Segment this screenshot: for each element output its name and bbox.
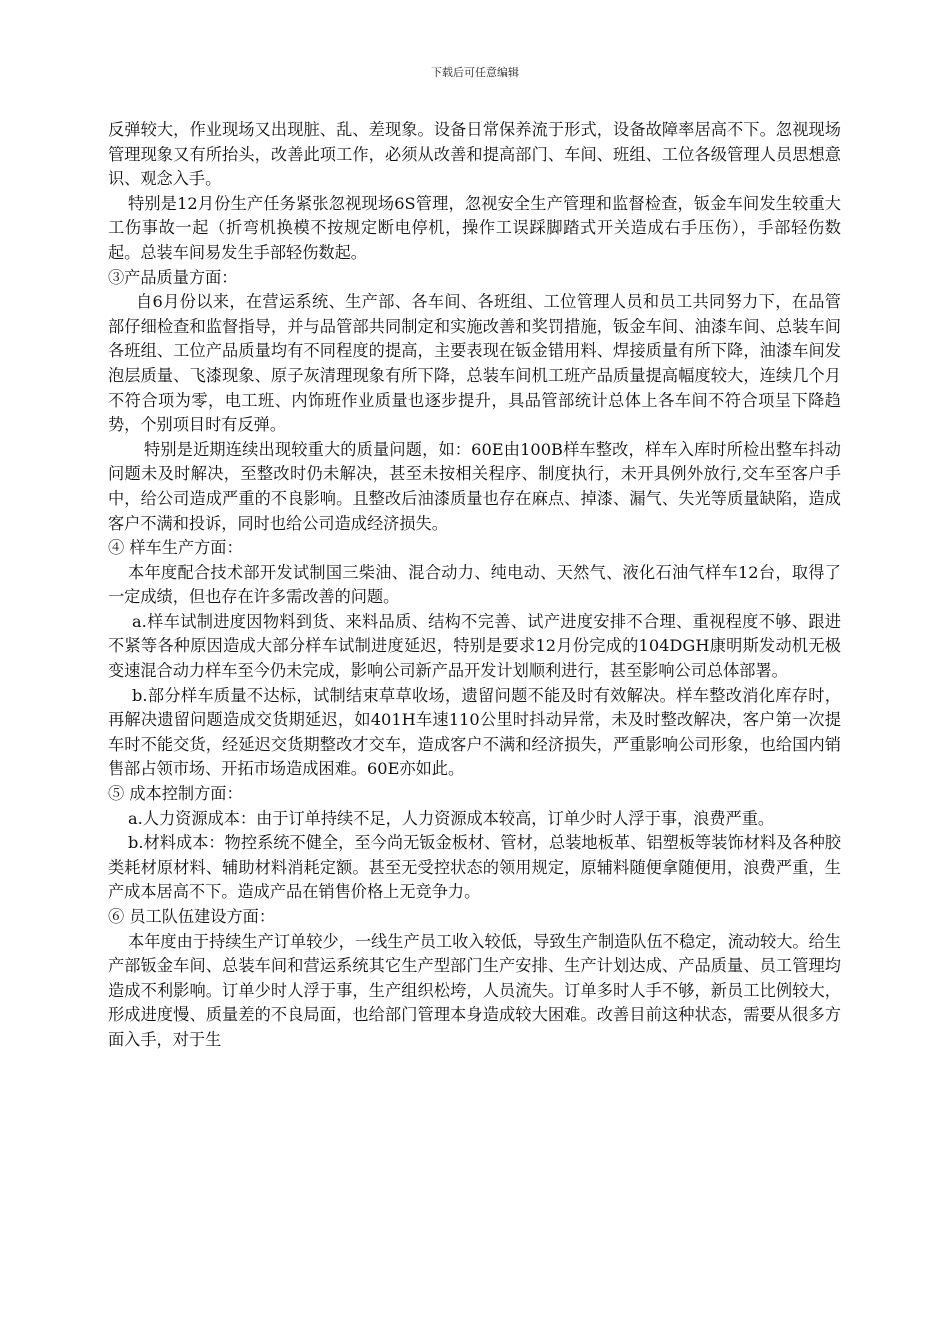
paragraph: a.样车试制进度因物料到货、来料品质、结构不完善、试产进度安排不合理、重视程度不够、跟进不紧等各种原因造成大部分样车试制进度延迟，特别是要求12月份完成的104DGH康明斯发动机无极变速混合动力样车至今仍未完成，影响公司新产品开发计划顺利进行，甚至影响公司总体部署。: [108, 611, 841, 681]
section-heading: ④ 样车生产方面：: [108, 538, 243, 558]
document-body: [108, 118, 841, 1053]
paragraph: a.人力资源成本：由于订单持续不足，人力资源成本较高，订单少时人浮于事，浪费严重。: [128, 808, 775, 828]
paragraph: b.部分样车质量不达标，试制结束草草收场，遗留问题不能及时有效解决。样车整改消化库存时，再解决遗留问题造成交货期延迟，如401H车速110公里时抖动异常，未及时整改解决，客户第一次提车时不能交货，经延迟交货期整改才交车，造成客户不满和经济损失，严重影响公司形象，也给国内销售部占领市场、开拓市场造成困难。60E亦如此。: [108, 685, 841, 779]
paragraph: 本年度由于持续生产订单较少，一线生产员工收入较低，导致生产制造队伍不稳定，流动较大。给生产部钣金车间、总装车间和营运系统其它生产型部门生产安排、生产计划达成、产品质量、员工管理均造成不利影响。订单少时人浮于事，生产组织松垮，人员流失。订单多时人手不够，新员工比例较大，形成进度慢、质量差的不良局面，也给部门管理本身造成较大困难。改善目前这种状态，需要从很多方面入手，对于生: [108, 931, 841, 1049]
paragraph: 特别是近期连续出现较重大的质量问题，如：60E由100B样车整改，样车入库时所检出整车抖动问题未及时解决，至整改时仍未解决，甚至未按相关程序、制度执行，未开具例外放行,交车至客户手中，给公司造成严重的不良影响。且整改后油漆质量也存在麻点、掉漆、漏气、失光等质量缺陷，造成客户不满和投诉，同时也给公司造成经济损失。: [108, 439, 841, 533]
section-heading: ⑤ 成本控制方面：: [108, 784, 243, 804]
paragraph: 特别是12月份生产任务紧张忽视现场6S管理，忽视安全生产管理和监督检查，钣金车间发生较重大工伤事故一起（折弯机换模不按规定断电停机，操作工误踩脚踏式开关造成右手压伤），手部轻伤数起。总装车间易发生手部轻伤数起。: [108, 193, 841, 262]
section-heading: ③产品质量方面：: [108, 267, 238, 287]
paragraph: b.材料成本：物控系统不健全，至今尚无钣金板材、管材，总装地板革、铝塑板等装饰材料及各种胶类耗材原材料、辅助材料消耗定额。甚至无受控状态的领用规定，原辅料随便拿随便用，浪费严重，生产成本居高不下。造成产品在销售价格上无竞争力。: [108, 833, 841, 902]
paragraph: 反弹较大，作业现场又出现脏、乱、差现象。设备日常保养流于形式，设备故障率居高不下。忽视现场管理现象又有所抬头，改善此项工作，必须从改善和提高部门、车间、班组、工位各级管理人员思想意识、观念入手。: [108, 120, 841, 189]
paragraph: 本年度配合技术部开发试制国三柴油、混合动力、纯电动、天然气、液化石油气样车12台，取得了一定成绩，但也存在许多需改善的问题。: [108, 562, 841, 607]
page-header: 下载后可任意编辑: [431, 66, 519, 79]
section-heading: ⑥ 员工队伍建设方面：: [108, 907, 276, 926]
paragraph: 自6月份以来，在营运系统、生产部、各车间、各班组、工位管理人员和员工共同努力下，在品管部仔细检查和监督指导，并与品管部共同制定和实施改善和奖罚措施，钣金车间、油漆车间、总装车间各班组、工位产品质量均有不同程度的提高，主要表现在钣金错用料、焊接质量有所下降，油漆车间发泡层质量、飞漆现象、原子灰清理现象有所下降，总装车间机工班产品质量提高幅度较大，连续几个月不符合项为零，电工班、内饰班作业质量也逐步提升，具品管部统计总体上各车间不符合项呈下降趋势，个别项目时有反弹。: [108, 292, 841, 435]
